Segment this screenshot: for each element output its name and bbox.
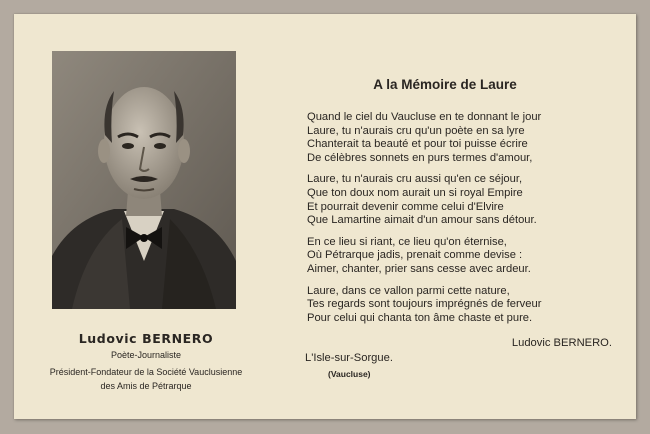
poem-signature: Ludovic BERNERO. — [511, 337, 612, 349]
author-association — [24, 365, 268, 393]
poem-line: De célèbres sonnets en purs termes d'amour, — [307, 151, 533, 164]
location-place: L'Isle-sur-Sorgue. — [305, 352, 393, 364]
poem-title: A la Mémoire de Laure — [373, 77, 517, 92]
poem-line: En ce lieu si riant, ce lieu qu'on éternise, — [307, 235, 507, 248]
author-role: Poète-Journaliste — [110, 350, 182, 360]
poem-line: Quand le ciel du Vaucluse en te donnant le jour — [307, 111, 542, 123]
stanza-1 — [307, 111, 541, 165]
stanza-4 — [307, 285, 541, 326]
stanza-3 — [307, 236, 541, 277]
author-name: Ludovic BERNERO — [78, 331, 214, 346]
association-line-1: Président-Fondateur de la Société Vauclusienne — [49, 367, 243, 377]
association-line-2: des Amis de Pétrarque — [100, 381, 192, 391]
postcard — [14, 14, 636, 419]
poem-body — [307, 111, 541, 325]
poem-line: Que ton doux nom aurait un si royal Empire — [307, 186, 523, 199]
poem-line: Aimer, chanter, prier sans cesse avec ardeur. — [307, 262, 531, 275]
author-portrait — [52, 51, 236, 309]
poem-line: Laure, tu n'aurais cru qu'un poète en sa lyre — [307, 124, 525, 137]
poem-line: Pour celui qui chanta ton âme chaste et pure. — [307, 311, 533, 324]
poem-line: Laure, dans ce vallon parmi cette nature, — [307, 284, 510, 297]
poem-line: Tes regards sont toujours imprégnés de ferveur — [307, 298, 542, 311]
poem-line: Et pourrait devenir comme celui d'Elvire — [307, 200, 504, 213]
location-region: (Vaucluse) — [328, 369, 371, 379]
stanza-2 — [307, 173, 541, 227]
poem-line: Laure, tu n'aurais cru aussi qu'en ce séjour, — [307, 173, 523, 186]
poem-line: Chanterait ta beauté et pour toi puisse écrire — [307, 138, 528, 151]
poem-line: Où Pétrarque jadis, prenait comme devise : — [307, 249, 523, 262]
portrait-illustration — [52, 51, 236, 309]
poem-line: Que Lamartine aimait d'un amour sans détour. — [307, 214, 537, 227]
